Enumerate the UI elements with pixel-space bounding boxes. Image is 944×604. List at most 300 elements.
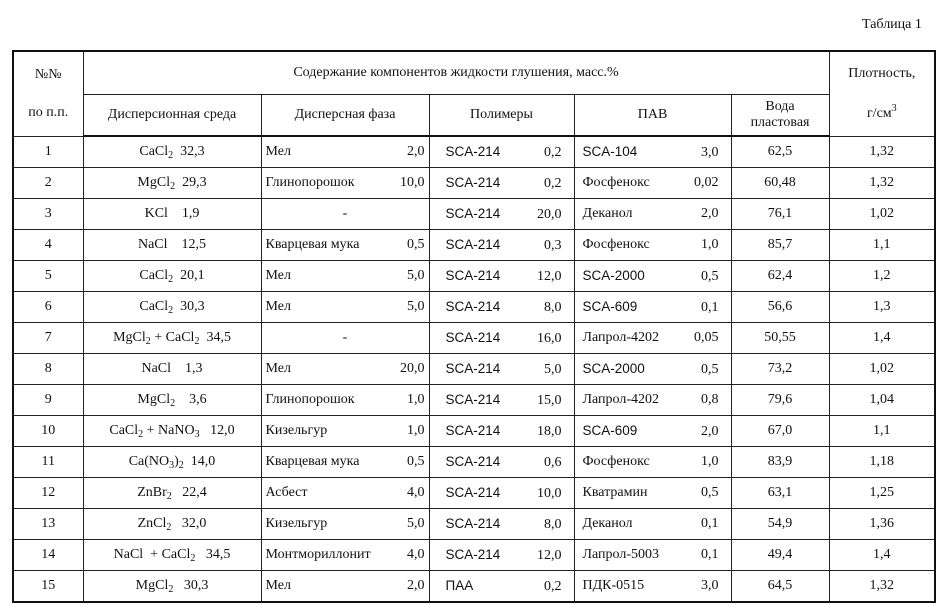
water-cell (731, 168, 829, 199)
phase-cell (261, 540, 429, 571)
phase-cell (261, 323, 429, 354)
phase-name: Кизельгур (265, 423, 328, 438)
density-cell (829, 261, 935, 292)
medium-cell (83, 323, 261, 354)
polymer-value: 12,0 (537, 268, 562, 284)
table-row (13, 571, 935, 603)
water-cell (731, 571, 829, 603)
table-row (13, 323, 935, 354)
polymer-cell (429, 571, 574, 603)
phase-value: 5,0 (407, 268, 425, 283)
row-number-text: 15 (41, 578, 56, 593)
header-density-cell (829, 51, 935, 136)
header-water: Вода пластовая (731, 95, 829, 137)
polymer-cell (429, 230, 574, 261)
row-number-text: 3 (44, 206, 52, 221)
surfactant-value: 0,05 (694, 330, 719, 345)
row-number-text: 10 (41, 423, 56, 438)
water-value: 62,4 (767, 268, 793, 283)
surfactant-cell (574, 416, 731, 447)
polymer-cell (429, 540, 574, 571)
medium-cell (83, 261, 261, 292)
row-number-text: 4 (44, 237, 52, 252)
water-cell (731, 478, 829, 509)
polymer-name: SCA-214 (445, 143, 501, 159)
surfactant-value: 2,0 (701, 206, 719, 221)
medium-cell (83, 230, 261, 261)
row-number-text: 12 (41, 485, 56, 500)
medium-subscript: 2 (166, 490, 172, 502)
phase-value: 5,0 (407, 516, 425, 531)
polymer-value: 18,0 (537, 423, 562, 439)
medium-subscript: 2 (168, 583, 174, 595)
surfactant-cell (574, 354, 731, 385)
polymer-value: 15,0 (537, 392, 562, 408)
medium-text: + NaNO (143, 422, 195, 438)
phase-value: 10,0 (400, 175, 425, 190)
surfactant-cell (574, 292, 731, 323)
water-value: 85,7 (767, 237, 793, 252)
table-row (13, 354, 935, 385)
water-cell (731, 509, 829, 540)
table-body (13, 136, 935, 602)
phase-value: 4,0 (407, 547, 425, 562)
density-cell (829, 292, 935, 323)
surfactant-name: Лапрол-5003 (582, 547, 659, 562)
water-cell (731, 199, 829, 230)
density-cell (829, 509, 935, 540)
row-number-text: 2 (44, 175, 52, 190)
medium-subscript: 2 (138, 428, 144, 440)
density-value: 1,32 (869, 143, 895, 159)
density-value: 1,32 (869, 578, 895, 593)
polymer-cell (429, 323, 574, 354)
header-density-top: Плотность, (848, 66, 916, 82)
medium-subscript: 2 (166, 521, 172, 533)
density-value: 1,3 (873, 299, 891, 314)
polymer-value: 0,2 (544, 175, 562, 191)
density-cell (829, 385, 935, 416)
header-polymers: Полимеры (429, 95, 574, 137)
phase-cell (261, 261, 429, 292)
water-value: 67,0 (767, 423, 793, 438)
phase-cell (261, 230, 429, 261)
row-number (13, 292, 83, 323)
row-number (13, 136, 83, 168)
surfactant-name: Фосфенокс (582, 175, 650, 190)
polymer-name: SCA-214 (445, 236, 501, 252)
medium-cell (83, 385, 261, 416)
water-value: 79,6 (767, 392, 793, 407)
phase-name: Мел (265, 578, 291, 593)
phase-value: 0,5 (407, 237, 425, 252)
water-cell (731, 540, 829, 571)
header-surfactant: ПАВ (574, 95, 731, 137)
table-row (13, 478, 935, 509)
phase-value: 0,5 (407, 454, 425, 469)
polymer-cell (429, 416, 574, 447)
row-number (13, 509, 83, 540)
surfactant-name: SCA-2000 (582, 360, 645, 376)
data-table (12, 50, 936, 603)
surfactant-name: SCA-2000 (582, 267, 645, 283)
row-number-text: 9 (44, 392, 52, 407)
density-cell (829, 323, 935, 354)
water-cell (731, 261, 829, 292)
row-number (13, 416, 83, 447)
surfactant-value: 0,1 (701, 516, 719, 531)
surfactant-value: 0,02 (694, 175, 719, 190)
medium-text: 12,0 (199, 422, 235, 438)
phase-value: 20,0 (400, 361, 425, 376)
water-value: 76,1 (767, 206, 793, 221)
density-cell (829, 136, 935, 168)
medium-cell (83, 292, 261, 323)
table-row (13, 168, 935, 199)
density-value: 1,36 (869, 516, 895, 531)
medium-text: CaCl (139, 298, 169, 314)
phase-cell (261, 136, 429, 168)
polymer-name: SCA-214 (445, 360, 501, 376)
polymer-value: 8,0 (544, 299, 562, 315)
medium-text: 32,3 (173, 143, 205, 159)
polymer-cell (429, 478, 574, 509)
surfactant-cell (574, 136, 731, 168)
medium-subscript: 2 (194, 335, 200, 347)
density-cell (829, 478, 935, 509)
surfactant-value: 0,5 (701, 268, 719, 284)
table-row (13, 509, 935, 540)
medium-text: CaCl (139, 143, 169, 159)
phase-name: Мел (265, 268, 291, 283)
polymer-name: SCA-214 (445, 546, 501, 562)
header-group: Содержание компонентов жидкости глушения, масс.% (83, 51, 829, 95)
medium-text: NaCl + CaCl (113, 546, 191, 562)
table-row (13, 447, 935, 478)
row-number (13, 354, 83, 385)
row-number (13, 447, 83, 478)
medium-cell (83, 509, 261, 540)
row-number-text: 7 (44, 330, 52, 345)
water-cell (731, 354, 829, 385)
medium-text: 14,0 (183, 453, 216, 469)
density-value: 1,02 (869, 206, 895, 221)
header-num-cell (13, 51, 83, 136)
medium-text: 22,4 (171, 484, 207, 500)
polymer-name: SCA-214 (445, 174, 501, 190)
density-cell (829, 447, 935, 478)
density-cell (829, 230, 935, 261)
medium-text: CaCl (139, 267, 169, 283)
medium-text: ZnBr (137, 484, 167, 500)
phase-cell (261, 478, 429, 509)
phase-name: - (342, 330, 348, 345)
medium-text: 34,5 (199, 329, 231, 345)
phase-cell (261, 509, 429, 540)
polymer-cell (429, 136, 574, 168)
surfactant-name: ПДК-0515 (582, 578, 645, 593)
polymer-value: 10,0 (537, 485, 562, 501)
phase-cell (261, 292, 429, 323)
polymer-value: 20,0 (537, 206, 562, 222)
medium-subscript: 3 (169, 459, 175, 471)
surfactant-cell (574, 199, 731, 230)
phase-value: 1,0 (407, 423, 425, 438)
water-value: 63,1 (767, 485, 793, 500)
medium-text: + CaCl (150, 329, 195, 345)
density-cell (829, 354, 935, 385)
polymer-cell (429, 292, 574, 323)
medium-text: 3,6 (175, 391, 207, 407)
medium-text: KCl 1,9 (144, 206, 200, 221)
phase-name: Асбест (265, 485, 308, 500)
row-number-text: 1 (44, 143, 52, 159)
medium-subscript: 2 (145, 335, 151, 347)
water-cell (731, 385, 829, 416)
surfactant-value: 2,0 (701, 423, 719, 439)
medium-cell (83, 168, 261, 199)
medium-text: CaCl (109, 422, 139, 438)
surfactant-cell (574, 447, 731, 478)
polymer-cell (429, 447, 574, 478)
medium-cell (83, 571, 261, 603)
row-number-text: 14 (41, 547, 56, 562)
medium-text: 29,3 (175, 174, 207, 190)
density-value: 1,1 (873, 237, 891, 252)
water-value: 49,4 (767, 547, 793, 562)
surfactant-value: 0,5 (701, 485, 719, 500)
surfactant-cell (574, 323, 731, 354)
medium-subscript: 2 (168, 304, 174, 316)
row-number-text: 8 (44, 361, 52, 376)
phase-cell (261, 416, 429, 447)
polymer-cell (429, 168, 574, 199)
medium-text: MgCl (113, 329, 146, 345)
row-number-text: 11 (41, 454, 55, 469)
surfactant-cell (574, 230, 731, 261)
medium-text: ZnCl (137, 515, 167, 531)
header-medium: Дисперсионная среда (83, 95, 261, 137)
polymer-cell (429, 354, 574, 385)
table-row (13, 199, 935, 230)
medium-cell (83, 354, 261, 385)
medium-cell (83, 416, 261, 447)
row-number (13, 323, 83, 354)
phase-name: Монтмориллонит (265, 547, 371, 562)
phase-value: 4,0 (407, 485, 425, 500)
surfactant-name: Деканол (582, 516, 633, 531)
medium-cell (83, 199, 261, 230)
phase-value: 5,0 (407, 299, 425, 314)
polymer-name: SCA-214 (445, 422, 501, 438)
row-number (13, 230, 83, 261)
table-header (13, 51, 935, 136)
polymer-value: 0,6 (544, 454, 562, 470)
polymer-cell (429, 261, 574, 292)
surfactant-value: 1,0 (701, 237, 719, 252)
phase-name: Мел (265, 299, 291, 314)
polymer-cell (429, 509, 574, 540)
medium-text: 30,3 (173, 298, 205, 314)
phase-name: Кизельгур (265, 516, 328, 531)
surfactant-cell (574, 385, 731, 416)
surfactant-value: 0,5 (701, 361, 719, 377)
medium-text: ) (174, 453, 179, 469)
surfactant-name: Фосфенокс (582, 237, 650, 252)
surfactant-cell (574, 571, 731, 603)
polymer-value: 12,0 (537, 547, 562, 563)
water-value: 64,5 (767, 578, 793, 593)
medium-subscript: 3 (194, 428, 200, 440)
water-value: 50,55 (764, 330, 796, 345)
row-number (13, 571, 83, 603)
surfactant-name: Кватрамин (582, 485, 648, 500)
density-value: 1,02 (869, 361, 895, 376)
medium-subscript: 2 (168, 273, 174, 285)
medium-subscript: 2 (190, 552, 196, 564)
row-number (13, 261, 83, 292)
surfactant-name: Лапрол-4202 (582, 330, 659, 345)
header-num-top: №№ (34, 67, 62, 83)
surfactant-name: SCA-609 (582, 298, 638, 314)
polymer-name: SCA-214 (445, 329, 501, 345)
phase-cell (261, 199, 429, 230)
water-value: 56,6 (767, 299, 793, 314)
table-row (13, 136, 935, 168)
phase-name: Кварцевая мука (265, 454, 360, 469)
polymer-name: SCA-214 (445, 298, 501, 314)
phase-name: Кварцевая мука (265, 237, 360, 252)
medium-text: 34,5 (195, 546, 231, 562)
surfactant-cell (574, 509, 731, 540)
density-value: 1,4 (873, 547, 891, 562)
medium-subscript: 2 (178, 459, 184, 471)
surfactant-cell (574, 168, 731, 199)
phase-name: - (342, 206, 348, 221)
water-cell (731, 323, 829, 354)
water-cell (731, 447, 829, 478)
medium-cell (83, 478, 261, 509)
water-cell (731, 136, 829, 168)
surfactant-name: Деканол (582, 206, 633, 221)
surfactant-value: 3,0 (701, 578, 719, 593)
surfactant-value: 0,1 (701, 547, 719, 562)
surfactant-cell (574, 478, 731, 509)
density-value: 1,25 (869, 485, 895, 500)
polymer-name: SCA-214 (445, 484, 501, 500)
phase-cell (261, 168, 429, 199)
phase-value: 2,0 (407, 578, 425, 593)
medium-text: 20,1 (173, 267, 205, 283)
table-row (13, 230, 935, 261)
water-value: 73,2 (767, 361, 793, 376)
surfactant-name: Лапрол-4202 (582, 392, 659, 407)
surfactant-name: Фосфенокс (582, 454, 650, 469)
row-number (13, 168, 83, 199)
density-value: 1,2 (873, 268, 891, 283)
phase-value: 1,0 (407, 392, 425, 407)
density-cell (829, 168, 935, 199)
row-number (13, 199, 83, 230)
phase-cell (261, 354, 429, 385)
surfactant-value: 0,8 (701, 392, 719, 407)
polymer-value: 0,3 (544, 237, 562, 253)
medium-text: NaCl 1,3 (141, 361, 203, 376)
table-row (13, 385, 935, 416)
header-density-unit: $г/см^3$ (866, 102, 897, 121)
medium-text: MgCl (135, 577, 169, 593)
phase-name: Глинопорошок (265, 392, 355, 407)
surfactant-value: 3,0 (701, 144, 719, 160)
polymer-name: SCA-214 (445, 205, 501, 221)
polymer-value: 0,2 (544, 144, 562, 160)
water-cell (731, 292, 829, 323)
medium-text: MgCl (137, 391, 171, 407)
surfactant-name: SCA-104 (582, 143, 638, 159)
table-row (13, 261, 935, 292)
table-row (13, 416, 935, 447)
phase-cell (261, 571, 429, 603)
polymer-name: SCA-214 (445, 453, 501, 469)
density-value: 1,4 (873, 330, 891, 345)
surfactant-cell (574, 261, 731, 292)
polymer-name: ПАА (445, 577, 474, 593)
water-cell (731, 416, 829, 447)
phase-name: Глинопорошок (265, 175, 355, 190)
polymer-cell (429, 199, 574, 230)
medium-text: 30,3 (173, 577, 209, 593)
header-phase: Дисперсная фаза (261, 95, 429, 137)
density-cell (829, 416, 935, 447)
row-number-text: 6 (44, 299, 52, 314)
phase-name: Мел (265, 144, 291, 159)
water-value: 60,48 (764, 175, 796, 190)
medium-text: Ca(NO (128, 453, 170, 469)
polymer-value: 5,0 (544, 361, 562, 377)
medium-cell (83, 447, 261, 478)
medium-cell (83, 540, 261, 571)
phase-name: Мел (265, 361, 291, 376)
polymer-value: 8,0 (544, 516, 562, 532)
row-number (13, 385, 83, 416)
medium-subscript: 2 (170, 180, 176, 192)
row-number-text: 13 (41, 516, 56, 531)
density-cell (829, 199, 935, 230)
row-number (13, 478, 83, 509)
medium-text: NaCl 12,5 (137, 237, 207, 252)
phase-value: 2,0 (407, 144, 425, 159)
surfactant-value: 1,0 (701, 454, 719, 469)
polymer-cell (429, 385, 574, 416)
surfactant-name: SCA-609 (582, 422, 638, 438)
row-number (13, 540, 83, 571)
surfactant-cell (574, 540, 731, 571)
polymer-value: 16,0 (537, 330, 562, 346)
table-row (13, 540, 935, 571)
water-value: 62,5 (767, 144, 793, 159)
medium-cell (83, 136, 261, 168)
density-value: 1,1 (873, 423, 891, 438)
density-value: 1,18 (869, 454, 895, 469)
water-value: 83,9 (767, 454, 793, 469)
polymer-name: SCA-214 (445, 391, 501, 407)
header-num-bottom: по п.п. (28, 104, 69, 120)
row-number-text: 5 (44, 268, 52, 283)
water-value: 54,9 (767, 516, 793, 531)
polymer-value: 0,2 (544, 578, 562, 594)
medium-subscript: 2 (168, 149, 174, 161)
medium-subscript: 2 (170, 397, 176, 409)
